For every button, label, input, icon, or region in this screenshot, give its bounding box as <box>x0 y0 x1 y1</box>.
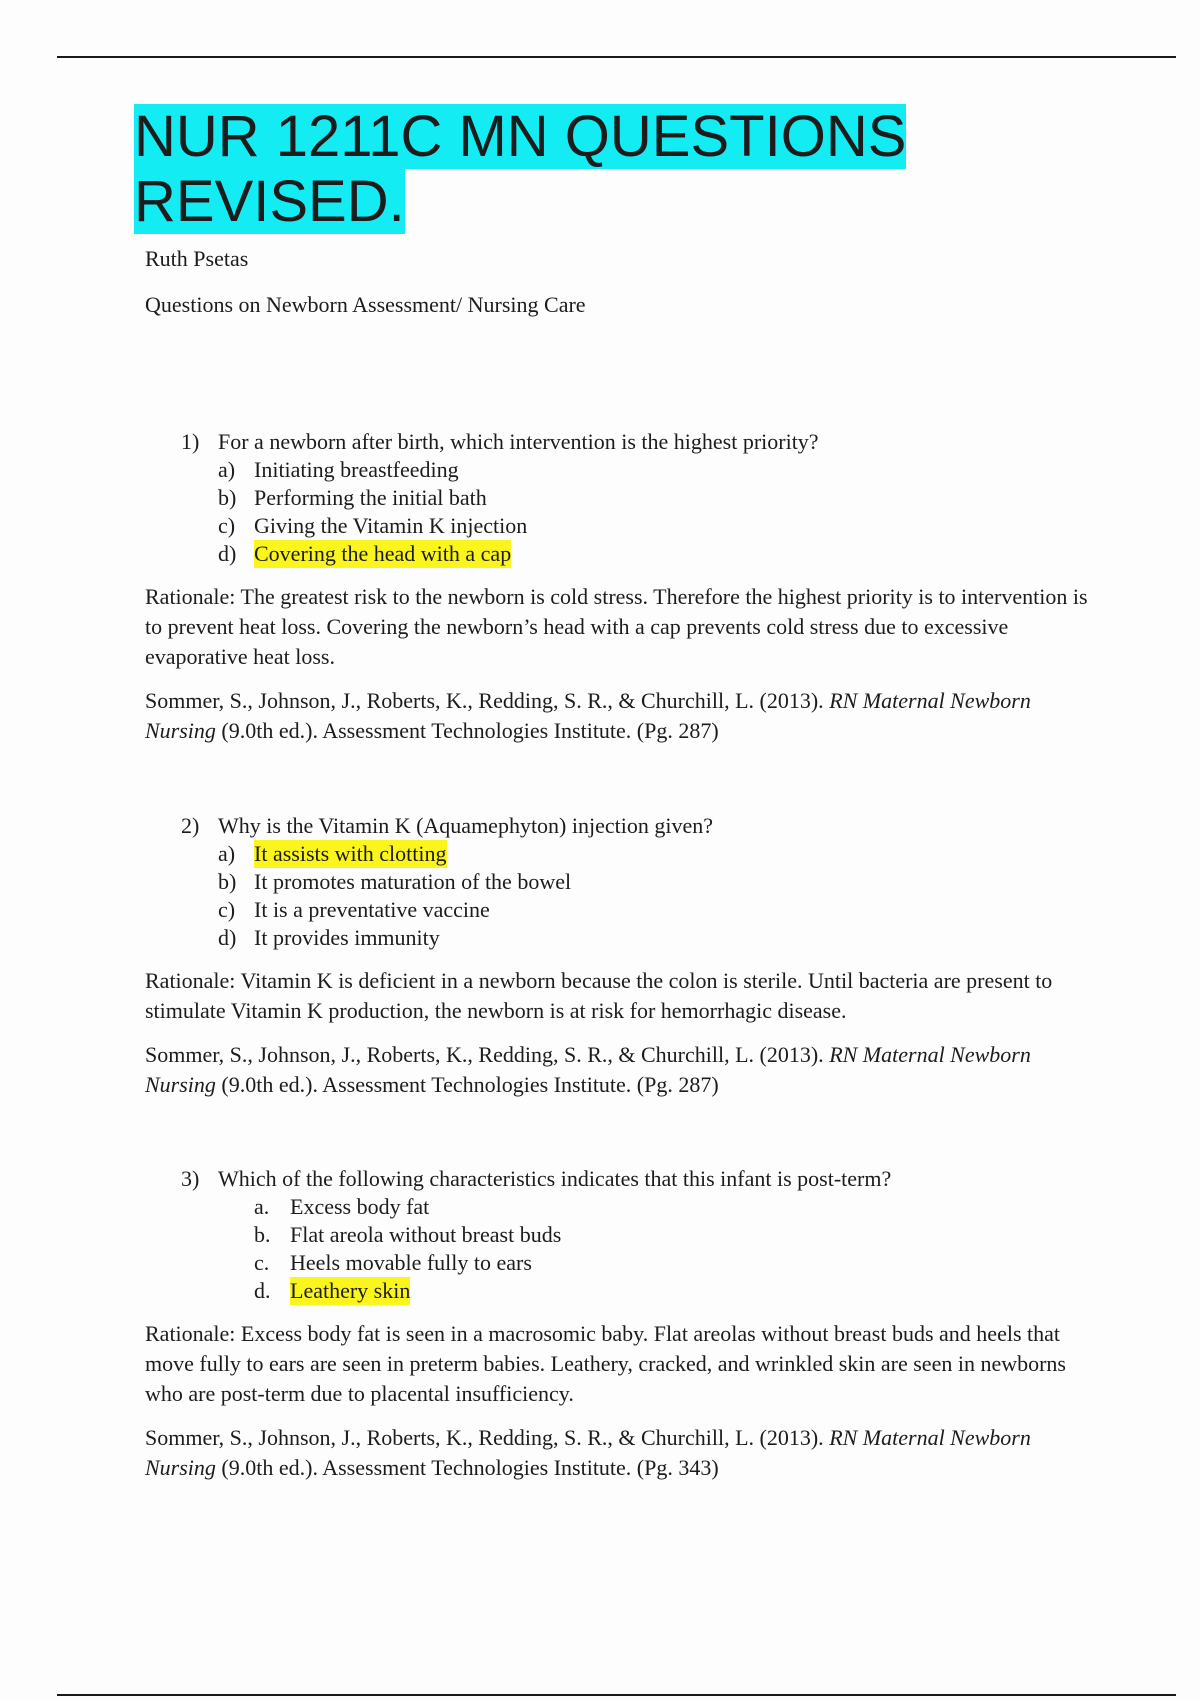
answer-option-d <box>145 1277 1105 1305</box>
answer-option-c <box>145 896 1105 924</box>
question-stem <box>145 1165 1105 1193</box>
option-letter: b. <box>254 1222 271 1247</box>
reference-citation <box>145 1423 1105 1483</box>
answer-options <box>145 456 1105 568</box>
answer-option-d <box>145 924 1105 952</box>
question-1 <box>145 428 1105 746</box>
document-title <box>134 104 934 234</box>
correct-answer-highlight: Covering the head with a cap <box>254 541 512 566</box>
reference-book-title: RN Maternal Newborn Nursing <box>145 688 1031 743</box>
answer-option-a <box>145 1193 1105 1221</box>
document-subtitle: Questions on Newborn Assessment/ Nursing Care <box>145 292 586 317</box>
option-text: It provides immunity <box>254 925 440 950</box>
question-text: For a newborn after birth, which intervention is the highest priority? <box>218 429 819 454</box>
question-number: 2) <box>181 813 200 838</box>
question-stem <box>145 428 1105 456</box>
question-number: 1) <box>181 429 200 454</box>
option-letter: d) <box>218 541 237 566</box>
reference-authors: Sommer, S., Johnson, J., Roberts, K., Redding, S. R., & Churchill, L. (2013). <box>145 688 824 713</box>
answer-option-b <box>145 868 1105 896</box>
question-stem <box>145 812 1105 840</box>
rationale: Rationale: Excess body fat is seen in a macrosomic baby. Flat areolas without breast buds and heels that move fully to ears are seen in preterm babies. Leathery, cracked, and wrinkled skin are seen in newborns who are post-term due to placental insufficiency. <box>145 1321 1066 1406</box>
option-text: It promotes maturation of the bowel <box>254 869 572 894</box>
answer-option-b <box>145 484 1105 512</box>
bottom-rule <box>57 1694 1176 1696</box>
option-letter: c) <box>218 897 236 922</box>
reference-book-title: RN Maternal Newborn Nursing <box>145 1425 1031 1480</box>
reference-citation <box>145 1040 1105 1100</box>
option-letter: c) <box>218 513 236 538</box>
option-letter: a. <box>254 1194 270 1219</box>
option-text: Giving the Vitamin K injection <box>254 513 528 538</box>
reference-authors: Sommer, S., Johnson, J., Roberts, K., Redding, S. R., & Churchill, L. (2013). <box>145 1425 824 1450</box>
answer-option-c <box>145 512 1105 540</box>
question-text: Which of the following characteristics indicates that this infant is post-term? <box>218 1166 892 1191</box>
option-text: Excess body fat <box>290 1194 430 1219</box>
answer-option-b <box>145 1221 1105 1249</box>
reference-details: (9.0th ed.). Assessment Technologies Institute. (Pg. 287) <box>221 718 719 743</box>
title-highlight: NUR 1211C MN QUESTIONS REVISED. <box>134 104 907 234</box>
option-text: It is a preventative vaccine <box>254 897 490 922</box>
answer-option-d <box>145 540 1105 568</box>
option-letter: d. <box>254 1278 271 1303</box>
correct-answer-highlight: Leathery skin <box>290 1278 411 1303</box>
correct-answer-highlight: It assists with clotting <box>254 841 447 866</box>
option-text: Heels movable fully to ears <box>290 1250 532 1275</box>
question-2 <box>145 812 1105 1100</box>
question-3 <box>145 1165 1105 1483</box>
option-text: Flat areola without breast buds <box>290 1222 562 1247</box>
rationale: Rationale: Vitamin K is deficient in a newborn because the colon is sterile. Until bacteria are present to stimulate Vitamin K production, the newborn is at risk for hemorrhagic disease. <box>145 968 1053 1023</box>
option-text: Performing the initial bath <box>254 485 487 510</box>
option-letter: c. <box>254 1250 270 1275</box>
question-text: Why is the Vitamin K (Aquamephyton) injection given? <box>218 813 713 838</box>
answer-options <box>145 1193 1105 1305</box>
option-text: Initiating breastfeeding <box>254 457 459 482</box>
reference-details: (9.0th ed.). Assessment Technologies Institute. (Pg. 343) <box>221 1455 719 1480</box>
reference-authors: Sommer, S., Johnson, J., Roberts, K., Redding, S. R., & Churchill, L. (2013). <box>145 1042 824 1067</box>
reference-book-title: RN Maternal Newborn Nursing <box>145 1042 1031 1097</box>
option-letter: d) <box>218 925 237 950</box>
question-number: 3) <box>181 1166 200 1191</box>
rationale: Rationale: The greatest risk to the newborn is cold stress. Therefore the highest priority is to intervention is to prevent heat loss. Covering the newborn’s head with a cap prevents cold stress due to excessive evaporative heat loss. <box>145 584 1088 669</box>
reference-citation <box>145 686 1105 746</box>
reference-details: (9.0th ed.). Assessment Technologies Institute. (Pg. 287) <box>221 1072 719 1097</box>
option-letter: b) <box>218 869 237 894</box>
answer-option-a <box>145 840 1105 868</box>
answer-option-a <box>145 456 1105 484</box>
answer-options <box>145 840 1105 952</box>
option-letter: a) <box>218 841 236 866</box>
answer-option-c <box>145 1249 1105 1277</box>
option-letter: a) <box>218 457 236 482</box>
author-name: Ruth Psetas <box>145 246 249 271</box>
option-letter: b) <box>218 485 237 510</box>
top-rule <box>57 56 1176 58</box>
